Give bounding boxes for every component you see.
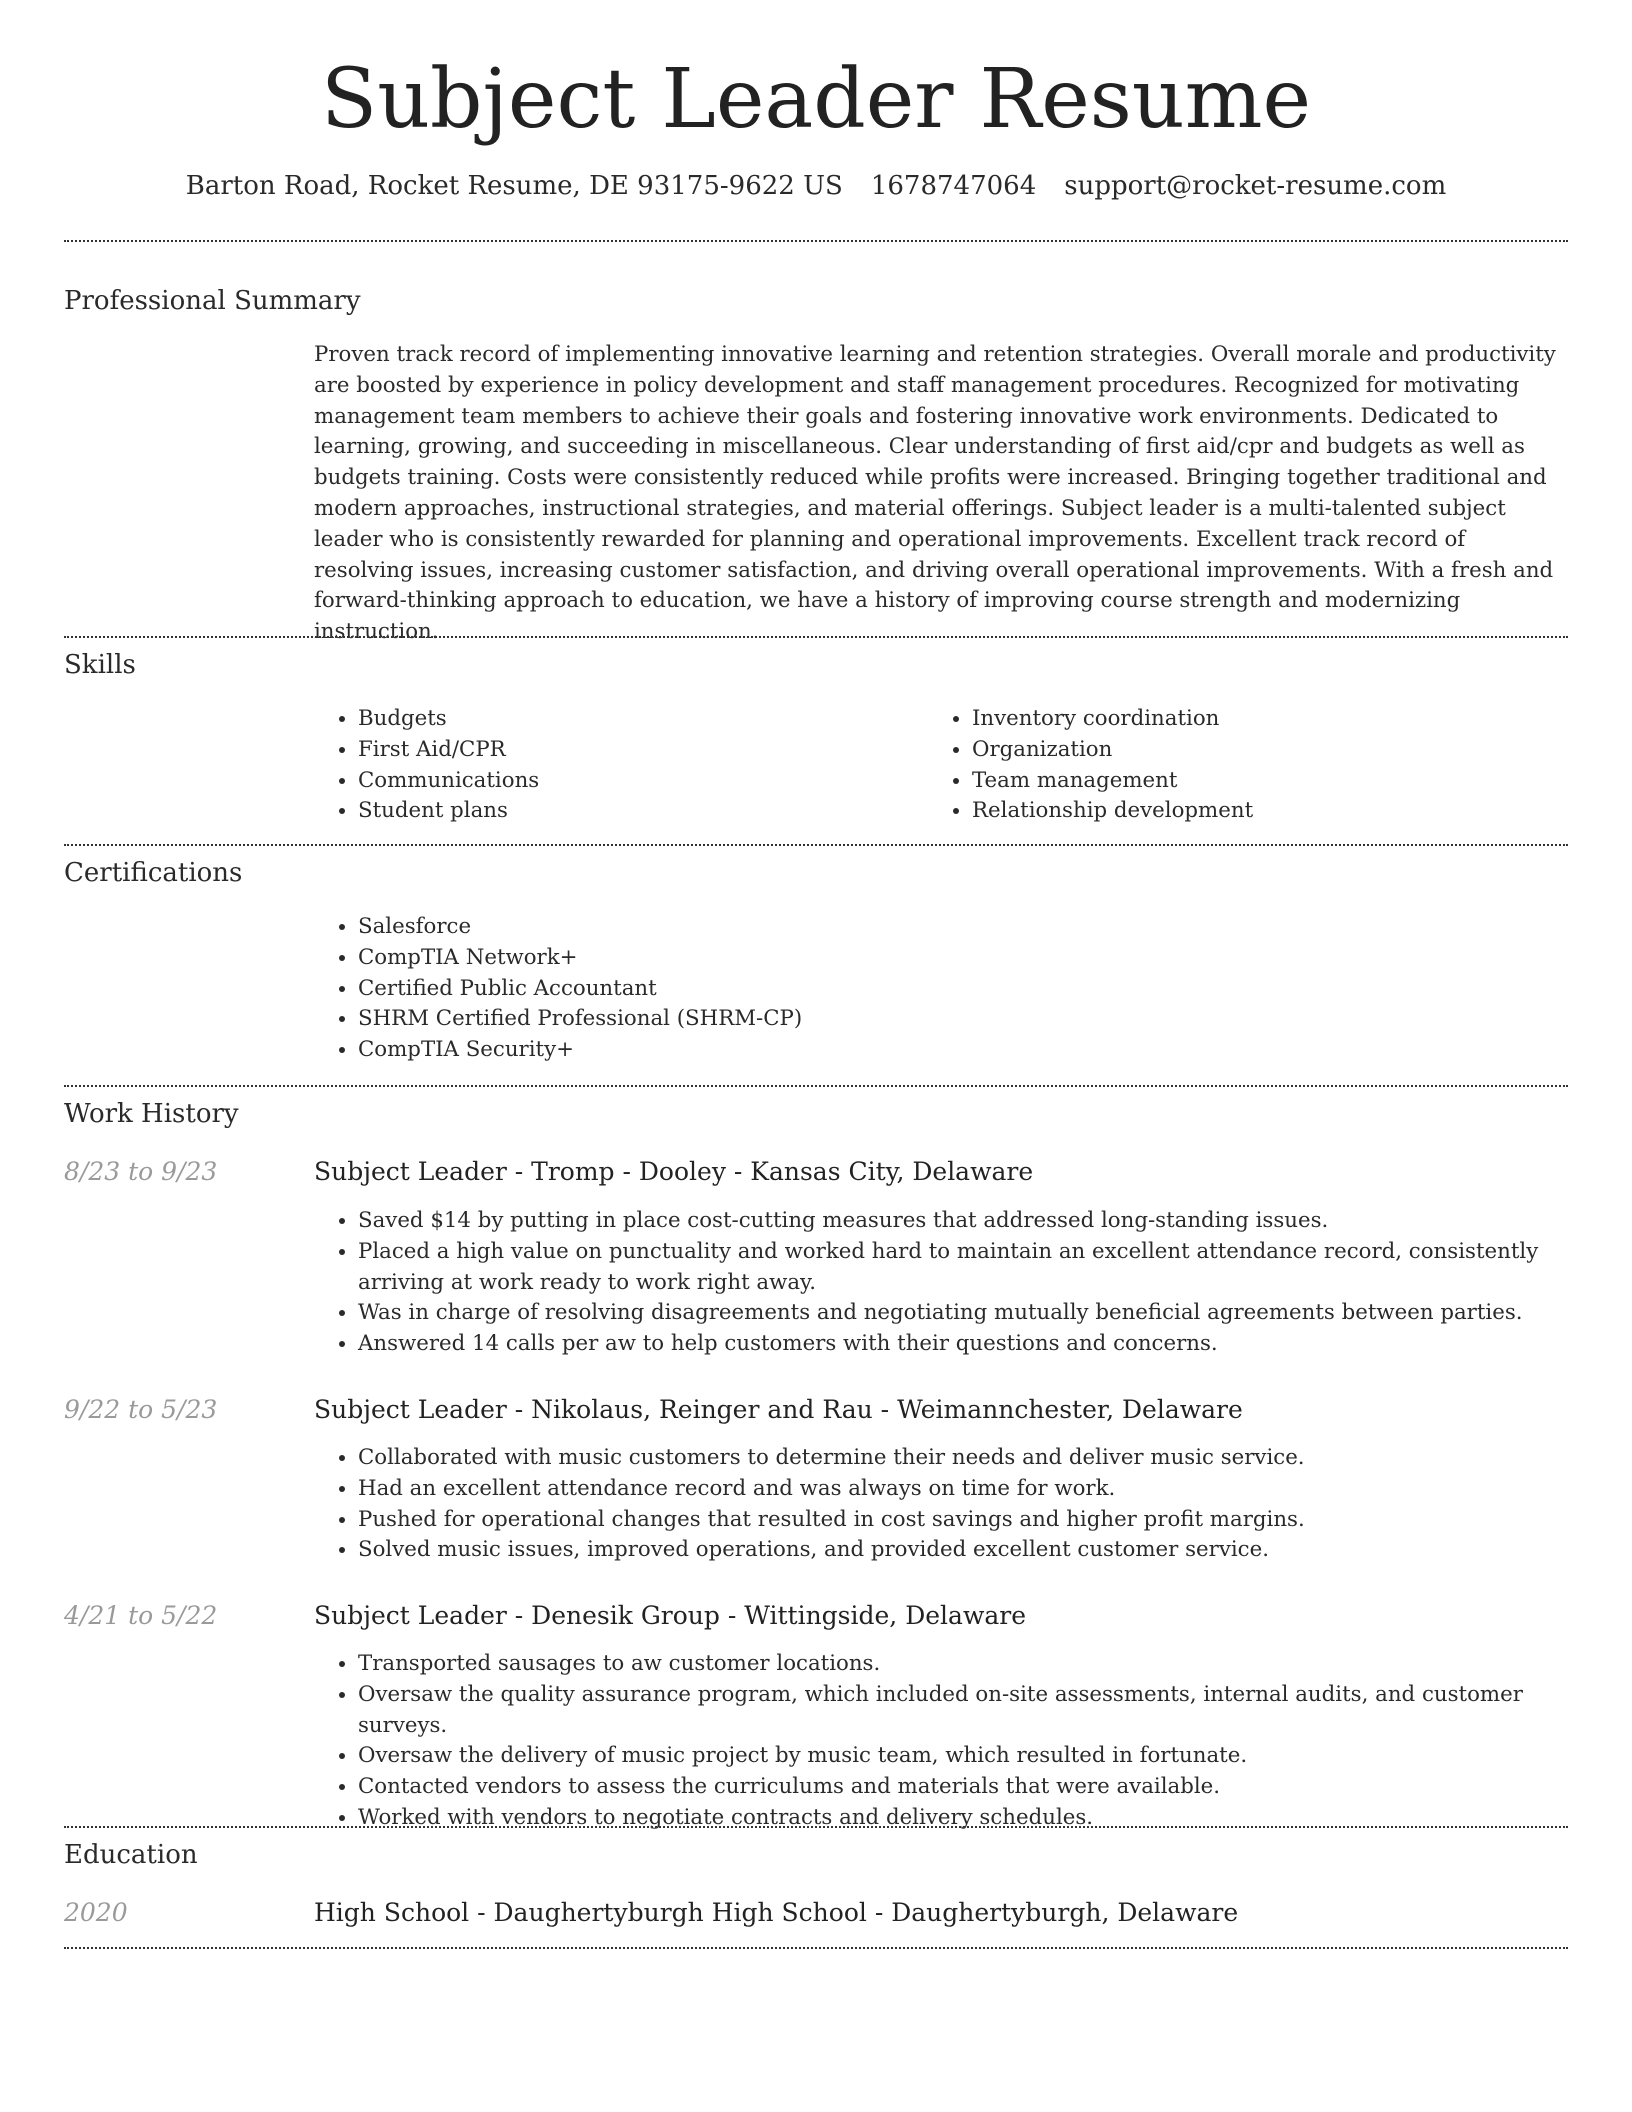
divider <box>64 844 1568 846</box>
job-dates: 9/22 to 5/23 <box>64 1395 218 1424</box>
certification-item: • Certified Public Accountant <box>358 974 1558 1005</box>
job-bullet: • Had an excellent attendance record and was always on time for work. <box>358 1474 1612 1505</box>
skill-item: • Budgets <box>358 704 918 735</box>
job-bullet: • Contacted vendors to assess the curriculums and materials that were available. <box>358 1772 1612 1803</box>
job-bullet: • Placed a high value on punctuality and worked hard to maintain an excellent attendance record, consistently arriving at work ready to work right away. <box>358 1237 1612 1299</box>
certification-item: • CompTIA Network+ <box>358 943 1558 974</box>
education-entry: High School - Daughertyburgh High School - Daughertyburgh, Delaware <box>314 1898 1239 1927</box>
section-title-education: Education <box>64 1840 198 1870</box>
job-dates: 4/21 to 5/22 <box>64 1601 218 1630</box>
contact-address: Barton Road, Rocket Resume, DE 93175-9622 US <box>185 171 843 201</box>
certification-item: • SHRM Certified Professional (SHRM-CP) <box>358 1004 1558 1035</box>
skills-list-left <box>314 704 918 827</box>
contact-line <box>0 168 1632 204</box>
section-title-work-history: Work History <box>64 1099 239 1129</box>
certification-item: • CompTIA Security+ <box>358 1035 1558 1066</box>
divider <box>64 1947 1568 1949</box>
contact-phone: 1678747064 <box>870 171 1037 201</box>
job-bullets <box>314 1443 1612 1566</box>
skill-item: • Relationship development <box>972 796 1572 827</box>
job-bullet: • Oversaw the delivery of music project by music team, which resulted in fortunate. <box>358 1741 1612 1772</box>
job-title: Subject Leader - Denesik Group - Wittingside, Delaware <box>314 1601 1026 1630</box>
skill-item: • Inventory coordination <box>972 704 1572 735</box>
job-bullet: • Solved music issues, improved operations, and provided excellent customer service. <box>358 1535 1612 1566</box>
skill-item: • First Aid/CPR <box>358 735 918 766</box>
job-bullet: • Pushed for operational changes that resulted in cost savings and higher profit margins. <box>358 1505 1612 1536</box>
job-title: Subject Leader - Tromp - Dooley - Kansas City, Delaware <box>314 1157 1034 1186</box>
divider <box>64 240 1568 242</box>
job-title: Subject Leader - Nikolaus, Reinger and Rau - Weimannchester, Delaware <box>314 1395 1243 1424</box>
divider <box>64 636 1568 638</box>
job-bullets <box>314 1649 1612 1834</box>
divider <box>64 1826 1568 1828</box>
skill-item: • Communications <box>358 766 918 797</box>
job-bullet: • Collaborated with music customers to determine their needs and deliver music service. <box>358 1443 1612 1474</box>
resume-title: Subject Leader Resume <box>321 52 1311 147</box>
job-bullets <box>314 1206 1612 1360</box>
certifications-list <box>314 912 1558 1066</box>
skill-item: • Student plans <box>358 796 918 827</box>
skills-list-right <box>928 704 1572 827</box>
job-bullet: • Transported sausages to aw customer locations. <box>358 1649 1612 1680</box>
section-title-skills: Skills <box>64 650 136 680</box>
divider <box>64 1085 1568 1087</box>
contact-email: support@rocket-resume.com <box>1064 171 1447 201</box>
job-bullet: • Saved $14 by putting in place cost-cutting measures that addressed long-standing issues. <box>358 1206 1612 1237</box>
section-title-summary: Professional Summary <box>64 286 361 316</box>
job-bullet: • Worked with vendors to negotiate contracts and delivery schedules. <box>358 1803 1612 1834</box>
job-bullet: • Oversaw the quality assurance program, which included on-site assessments, internal audits, and customer surveys. <box>358 1680 1612 1742</box>
job-bullet: • Answered 14 calls per aw to help customers with their questions and concerns. <box>358 1329 1612 1360</box>
skill-item: • Team management <box>972 766 1572 797</box>
section-title-certifications: Certifications <box>64 858 243 888</box>
summary-text: Proven track record of implementing innovative learning and retention strategies. Overall morale and productivity are boosted by experience in policy development and staff management procedures. Recognized for motivating management team members to achieve their goals and fostering innovative work environments. Dedicated to learning, growing, and succeeding in miscellaneous. Clear understanding of first aid/cpr and budgets as well as budgets training. Costs were consistently reduced while profits were increased. Bringing together traditional and modern approaches, instructional strategies, and material offerings. Subject leader is a multi-talented subject leader who is consistently rewarded for planning and operational improvements. Excellent track record of resolving issues, increasing customer satisfaction, and driving overall operational improvements. With a fresh and forward-thinking approach to education, we have a history of improving course strength and modernizing instruction. <box>314 342 1556 645</box>
education-year: 2020 <box>64 1898 128 1927</box>
job-bullet: • Was in charge of resolving disagreements and negotiating mutually beneficial agreements between parties. <box>358 1298 1612 1329</box>
certification-item: • Salesforce <box>358 912 1558 943</box>
skill-item: • Organization <box>972 735 1572 766</box>
job-dates: 8/23 to 9/23 <box>64 1157 218 1186</box>
